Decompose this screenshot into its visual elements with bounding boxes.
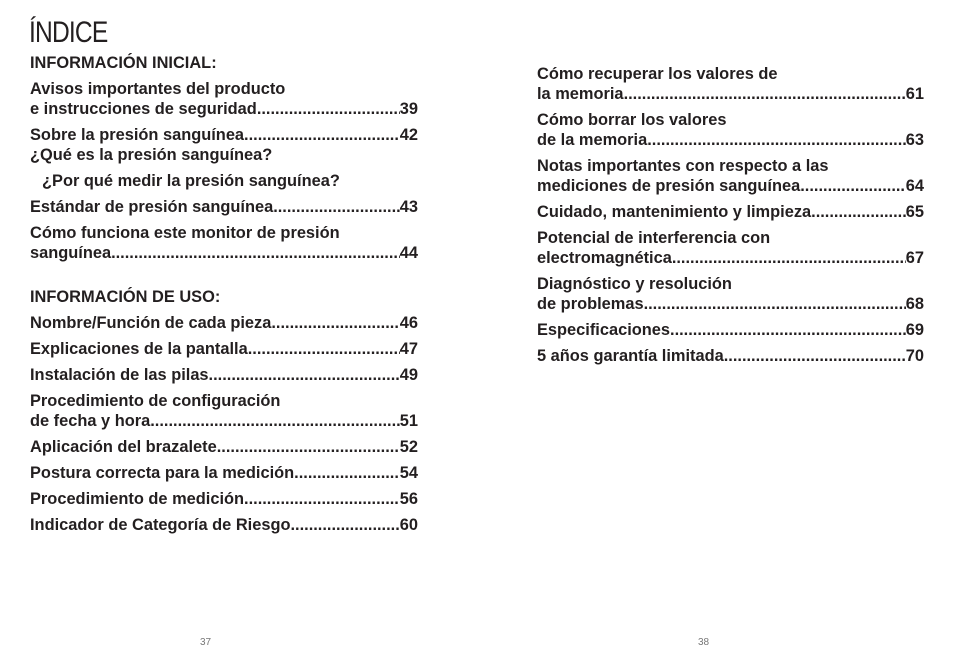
toc-left-column <box>30 53 418 535</box>
toc-page-number: 61 <box>905 85 924 103</box>
leader-dots <box>724 346 906 366</box>
toc-entry[interactable] <box>537 346 924 366</box>
toc-entry-title: de problemas <box>537 295 644 313</box>
toc-page-number: 60 <box>399 516 418 534</box>
toc-entry-title: Instalación de las pilas <box>30 366 209 384</box>
toc-page-number: 54 <box>399 464 418 482</box>
toc-entry-title: Estándar de presión sanguínea <box>30 198 274 216</box>
toc-entry-title: mediciones de presión sanguínea <box>537 177 801 195</box>
toc-page-number: 49 <box>399 366 418 384</box>
toc-entry-title: de fecha y hora <box>30 412 151 430</box>
toc-entry-line: Diagnóstico y resolución <box>537 275 732 293</box>
leader-dots <box>624 84 906 104</box>
toc-entry-line: Avisos importantes del producto <box>30 80 286 98</box>
toc-entry-title: la memoria <box>537 85 624 103</box>
toc-entry[interactable] <box>30 223 418 263</box>
toc-entry-line: Procedimiento de configuración <box>30 392 281 410</box>
toc-entry-title: sanguínea <box>30 244 112 262</box>
toc-page-number: 63 <box>905 131 924 149</box>
toc-page-number: 43 <box>399 198 418 216</box>
toc-page-number: 47 <box>399 340 418 358</box>
leader-dots <box>244 489 400 509</box>
toc-page-number: 69 <box>905 321 924 339</box>
leader-dots <box>647 130 906 150</box>
toc-page-number: 39 <box>399 100 418 118</box>
leader-dots <box>273 197 400 217</box>
toc-entry-line: Cómo funciona este monitor de presión <box>30 224 340 242</box>
toc-entry-line: Notas importantes con respecto a las <box>537 157 829 175</box>
toc-entry-title: Explicaciones de la pantalla <box>30 340 248 358</box>
toc-page-number: 70 <box>905 347 924 365</box>
toc-entry[interactable] <box>30 171 418 191</box>
leader-dots <box>217 437 400 457</box>
toc-entry[interactable] <box>537 274 924 314</box>
leader-dots <box>644 294 906 314</box>
toc-entry[interactable] <box>30 489 418 509</box>
toc-entry-title: Cuidado, mantenimiento y limpieza <box>537 203 812 221</box>
toc-page-number: 56 <box>399 490 418 508</box>
toc-page-number: 64 <box>905 177 924 195</box>
toc-page-number: 65 <box>905 203 924 221</box>
toc-entry[interactable] <box>30 79 418 119</box>
leader-dots <box>111 243 400 263</box>
toc-entry-line: ¿Qué es la presión sanguínea? <box>30 146 273 164</box>
toc-entry-title: Sobre la presión sanguínea <box>30 126 245 144</box>
toc-entry-title: electromagnética <box>537 249 672 267</box>
toc-entry[interactable] <box>537 320 924 340</box>
toc-page-number: 52 <box>399 438 418 456</box>
toc-page-number: 42 <box>399 126 418 144</box>
toc-entry-line: Potencial de interferencia con <box>537 229 771 247</box>
toc-entry-title: Especificaciones <box>537 321 671 339</box>
toc-entry[interactable] <box>30 515 418 535</box>
toc-entry[interactable] <box>30 365 418 385</box>
toc-entry-title: 5 años garantía limitada <box>537 347 724 365</box>
toc-entry[interactable] <box>537 110 924 150</box>
leader-dots <box>811 202 906 222</box>
toc-entry[interactable] <box>30 463 418 483</box>
toc-page-number: 68 <box>905 295 924 313</box>
toc-entry-title: ¿Por qué medir la presión sanguínea? <box>42 172 340 190</box>
toc-entry-title: Indicador de Categoría de Riesgo <box>30 516 291 534</box>
toc-entry-title: de la memoria <box>537 131 648 149</box>
section-header-initial-info: INFORMACIÓN INICIAL: <box>30 54 217 72</box>
leader-dots <box>800 176 906 196</box>
toc-entry-title: Nombre/Función de cada pieza <box>30 314 272 332</box>
leader-dots <box>271 313 399 333</box>
toc-entry[interactable] <box>537 64 924 104</box>
page-title: ÍNDICE <box>29 16 108 49</box>
toc-entry[interactable] <box>537 228 924 268</box>
toc-entry[interactable] <box>30 313 418 333</box>
toc-page-number: 44 <box>399 244 418 262</box>
leader-dots <box>248 339 400 359</box>
toc-entry[interactable] <box>30 125 418 165</box>
toc-page-number: 51 <box>399 412 418 430</box>
toc-entry[interactable] <box>537 202 924 222</box>
leader-dots <box>672 248 906 268</box>
leader-dots <box>209 365 400 385</box>
leader-dots <box>150 411 400 431</box>
toc-page-number: 46 <box>399 314 418 332</box>
leader-dots <box>257 99 400 119</box>
toc-entry[interactable] <box>537 156 924 196</box>
toc-entry-title: Procedimiento de medición <box>30 490 245 508</box>
toc-entry-title: Aplicación del brazalete <box>30 438 217 456</box>
toc-entry-line: Cómo borrar los valores <box>537 111 727 129</box>
toc-entry[interactable] <box>30 339 418 359</box>
toc-entry-line: Cómo recuperar los valores de <box>537 65 778 83</box>
leader-dots <box>294 463 400 483</box>
toc-entry[interactable] <box>30 437 418 457</box>
leader-dots <box>244 125 400 145</box>
leader-dots <box>670 320 906 340</box>
toc-page-number: 67 <box>905 249 924 267</box>
leader-dots <box>290 515 399 535</box>
section-header-usage-info: INFORMACIÓN DE USO: <box>30 288 221 306</box>
page-number-left: 37 <box>200 637 212 648</box>
toc-right-column <box>537 64 924 366</box>
toc-entry[interactable] <box>30 391 418 431</box>
page-number-right: 38 <box>698 637 710 648</box>
toc-entry[interactable] <box>30 197 418 217</box>
toc-entry-title: Postura correcta para la medición <box>30 464 295 482</box>
toc-entry-title: e instrucciones de seguridad <box>30 100 257 118</box>
